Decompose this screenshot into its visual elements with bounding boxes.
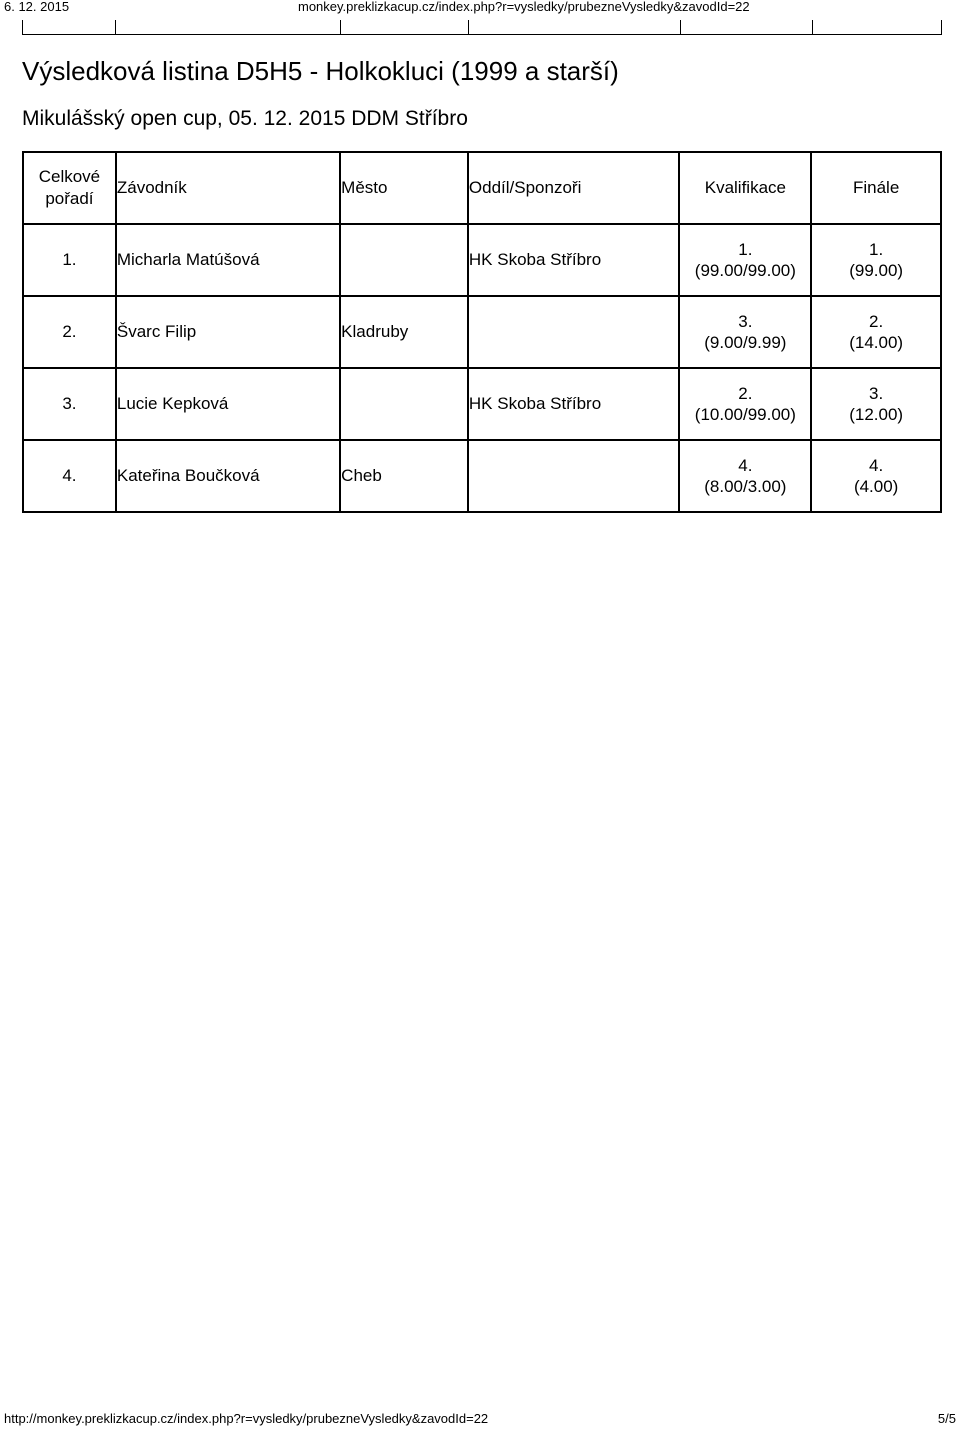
qualification-rank: 1. xyxy=(738,240,753,259)
cell-final xyxy=(811,440,941,512)
print-header xyxy=(0,0,960,14)
column-header-club: Oddíl/Sponzoři xyxy=(468,152,680,224)
column-header-rank-line1: Celkové xyxy=(38,167,101,186)
qualification-score: (99.00/99.00) xyxy=(694,261,796,280)
cell-qualification xyxy=(679,440,811,512)
print-date: 6. 12. 2015 xyxy=(4,0,70,14)
footer-url: http://monkey.preklizkacup.cz/index.php?r=vysledky/prubezneVysledky&zavodId=22 xyxy=(4,1411,489,1426)
cell-city xyxy=(340,224,468,296)
results-table xyxy=(22,151,942,513)
table-row xyxy=(23,368,941,440)
tick-mark xyxy=(115,20,116,34)
cell-competitor: Micharla Matúšová xyxy=(116,224,340,296)
final-rank: 1. xyxy=(869,240,884,259)
cell-rank: 1. xyxy=(23,224,116,296)
table-row xyxy=(23,296,941,368)
cell-rank: 4. xyxy=(23,440,116,512)
tick-mark xyxy=(812,20,813,34)
cell-city: Cheb xyxy=(340,440,468,512)
cell-rank: 3. xyxy=(23,368,116,440)
column-header-rank xyxy=(23,152,116,224)
cell-competitor: Kateřina Boučková xyxy=(116,440,340,512)
column-header-city: Město xyxy=(340,152,468,224)
qualification-rank: 4. xyxy=(738,456,753,475)
qualification-score: (8.00/3.00) xyxy=(704,477,787,496)
final-rank: 3. xyxy=(869,384,884,403)
table-row xyxy=(23,440,941,512)
tick-mark xyxy=(22,20,23,34)
column-header-competitor: Závodník xyxy=(116,152,340,224)
qualification-rank: 3. xyxy=(738,312,753,331)
final-rank: 4. xyxy=(869,456,884,475)
final-rank: 2. xyxy=(869,312,884,331)
tick-mark xyxy=(340,20,341,34)
cell-qualification xyxy=(679,368,811,440)
column-header-qualification: Kvalifikace xyxy=(679,152,811,224)
cell-final xyxy=(811,296,941,368)
tick-mark xyxy=(468,20,469,34)
column-header-rank-line2: pořadí xyxy=(45,189,94,208)
tick-mark xyxy=(680,20,681,34)
final-score: (12.00) xyxy=(849,405,904,424)
qualification-rank: 2. xyxy=(738,384,753,403)
cell-club: HK Skoba Stříbro xyxy=(468,224,680,296)
cell-club: HK Skoba Stříbro xyxy=(468,368,680,440)
final-score: (4.00) xyxy=(853,477,899,496)
cell-club xyxy=(468,296,680,368)
cell-final xyxy=(811,368,941,440)
cell-competitor: Lucie Kepková xyxy=(116,368,340,440)
qualification-score: (10.00/99.00) xyxy=(694,405,796,424)
table-header-row xyxy=(23,152,941,224)
print-url: monkey.preklizkacup.cz/index.php?r=vysledky/prubezneVysledky&zavodId=22 xyxy=(298,0,750,14)
tick-strip xyxy=(22,20,942,35)
cell-club xyxy=(468,440,680,512)
page-number: 5/5 xyxy=(937,1411,956,1426)
cell-rank: 2. xyxy=(23,296,116,368)
column-header-final: Finále xyxy=(811,152,941,224)
qualification-score: (9.00/9.99) xyxy=(704,333,787,352)
page-subtitle: Mikulášský open cup, 05. 12. 2015 DDM Stříbro xyxy=(22,107,468,130)
cell-city: Kladruby xyxy=(340,296,468,368)
final-score: (14.00) xyxy=(849,333,904,352)
cell-qualification xyxy=(679,224,811,296)
tick-mark xyxy=(941,20,942,34)
final-score: (99.00) xyxy=(849,261,904,280)
table-row xyxy=(23,224,941,296)
cell-competitor: Švarc Filip xyxy=(116,296,340,368)
cell-final xyxy=(811,224,941,296)
page-title: Výsledková listina D5H5 - Holkokluci (1999 a starší) xyxy=(22,56,619,86)
cell-city xyxy=(340,368,468,440)
cell-qualification xyxy=(679,296,811,368)
print-footer xyxy=(0,1412,960,1428)
